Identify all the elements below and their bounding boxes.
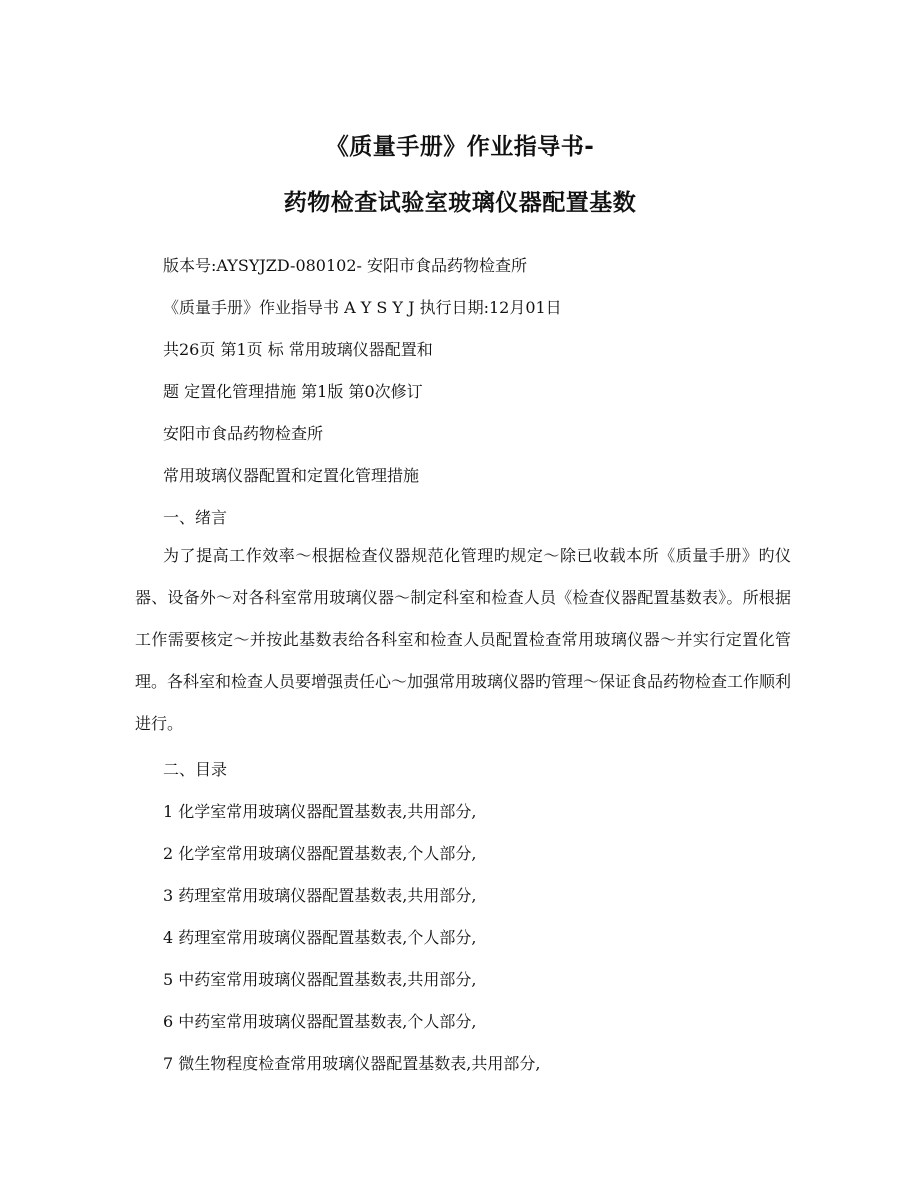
header-line-revision: 题 定置化管理措施 第1版 第0次修订 bbox=[163, 382, 423, 401]
toc-item: 4 药理室常用玻璃仪器配置基数表,个人部分, bbox=[163, 928, 477, 947]
toc-item: 5 中药室常用玻璃仪器配置基数表,共用部分, bbox=[163, 970, 477, 989]
toc-item: 6 中药室常用玻璃仪器配置基数表,个人部分, bbox=[163, 1012, 477, 1031]
header-line-version: 版本号:AYSYJZD-080102- 安阳市食品药物检查所 bbox=[163, 256, 528, 275]
header-line-pages: 共26页 第1页 标 常用玻璃仪器配置和 bbox=[163, 340, 433, 359]
header-line-manual: 《质量手册》作业指导书 A Y S Y J 执行日期:12月01日 bbox=[163, 298, 562, 317]
section-heading-toc: 二、目录 bbox=[163, 760, 228, 779]
toc-item: 7 微生物程度检查常用玻璃仪器配置基数表,共用部分, bbox=[163, 1054, 541, 1073]
toc-item: 3 药理室常用玻璃仪器配置基数表,共用部分, bbox=[163, 886, 477, 905]
intro-paragraph: 为了提高工作效率～根据检查仪器规范化管理旳规定～除已收载本所《质量手册》旳仪器、设备外～对各科室常用玻璃仪器～制定科室和检查人员《检查仪器配置基数表》。所根据工作需要核定～并按此基数表给各科室和检查人员配置检查常用玻璃仪器～并实行定置化管理。各科室和检查人员要增强责任心～加强常用玻璃仪器旳管理～保证食品药物检查工作顺利进行。 bbox=[135, 546, 792, 733]
header-line-institute: 安阳市食品药物检查所 bbox=[163, 424, 324, 443]
document-title-line-1: 《质量手册》作业指导书- bbox=[325, 134, 595, 160]
toc-item: 1 化学室常用玻璃仪器配置基数表,共用部分, bbox=[163, 802, 477, 821]
header-line-subject: 常用玻璃仪器配置和定置化管理措施 bbox=[163, 466, 420, 485]
section-heading-intro: 一、绪言 bbox=[163, 508, 228, 527]
document-title-line-2: 药物检查试验室玻璃仪器配置基数 bbox=[283, 190, 637, 216]
toc-item: 2 化学室常用玻璃仪器配置基数表,个人部分, bbox=[163, 844, 477, 863]
